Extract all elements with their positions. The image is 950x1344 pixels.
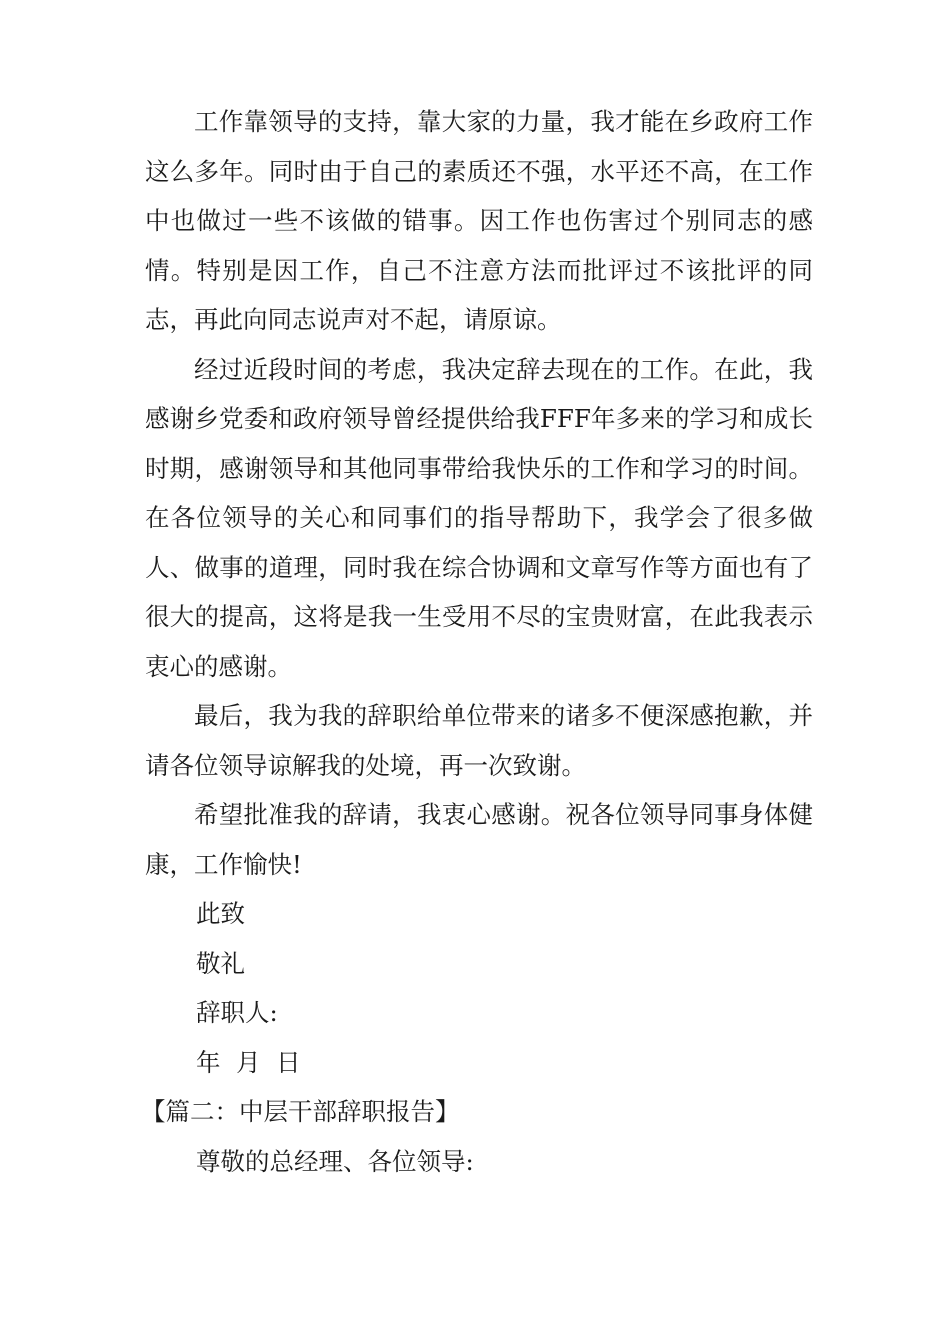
paragraph-thanks: 经过近段时间的考虑，我决定辞去现在的工作。在此，我感谢乡党委和政府领导曾经提供给我FFF年多来的学习和成长时期，感谢领导和其他同事带给我快乐的工作和学习的时间。在各位领导的关心和同事们的指导帮助下，我学会了很多做人、做事的道理，同时我在综合协调和文章写作等方面也有了很大的提高，这将是我一生受用不尽的宝贵财富，在此我表示衷心的感谢。 [145,354,813,681]
closing-salutation-2: 敬礼 [196,948,245,978]
paragraph-apology: 工作靠领导的支持，靠大家的力量，我才能在乡政府工作这么多年。同时由于自己的素质还不强，水平还不高，在工作中也做过一些不该做的错事。因工作也伤害过个别同志的感情。特别是因工作，自己不注意方法而批评过不该批评的同志，再此向同志说声对不起，请原谅。 [145,107,813,334]
document-body [141,97,813,1186]
signer-line: 辞职人: [196,998,278,1027]
date-line: 年 月 日 [196,1047,301,1077]
paragraph-regret: 最后，我为我的辞职给单位带来的诸多不便深感抱歉，并请各位领导谅解我的处境，再一次致谢。 [145,701,813,780]
paragraph-wishes: 希望批准我的辞请，我衷心感谢。祝各位领导同事身体健康，工作愉快! [145,800,813,879]
section-heading: 【篇二：中层干部辞职报告】 [141,1097,460,1126]
closing-salutation-1: 此致 [196,899,245,928]
greeting-line: 尊敬的总经理、各位领导: [196,1146,474,1176]
